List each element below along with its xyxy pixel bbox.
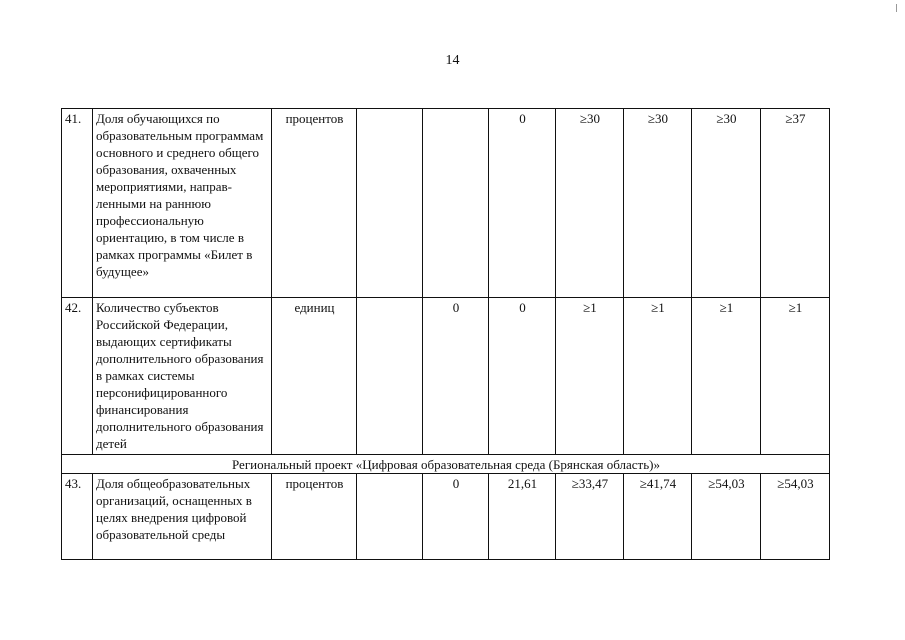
value-cell: 0	[423, 474, 489, 560]
value-cell: ≥1	[556, 298, 624, 455]
value-cell	[357, 109, 423, 298]
value-cell	[357, 474, 423, 560]
row-number: 41.	[62, 109, 93, 298]
indicator-name: Доля общеобразовательных организаций, оснащенных в целях внедрения цифровой образовательной среды	[93, 474, 272, 560]
value-cell: ≥30	[556, 109, 624, 298]
value-cell: ≥1	[761, 298, 830, 455]
value-cell: 0	[489, 109, 556, 298]
unit-cell: процентов	[272, 474, 357, 560]
value-cell: 0	[489, 298, 556, 455]
value-cell: 21,61	[489, 474, 556, 560]
value-cell: 0	[423, 298, 489, 455]
indicators-table	[61, 108, 830, 560]
value-cell: ≥1	[692, 298, 761, 455]
value-cell	[357, 298, 423, 455]
section-title: Региональный проект «Цифровая образовательная среда (Брянская область)»	[62, 455, 830, 474]
value-cell: ≥1	[624, 298, 692, 455]
value-cell: ≥30	[692, 109, 761, 298]
table-row	[62, 474, 830, 560]
page-number: 14	[445, 53, 460, 68]
value-cell: ≥30	[624, 109, 692, 298]
unit-cell: процентов	[272, 109, 357, 298]
row-number: 43.	[62, 474, 93, 560]
value-cell: ≥37	[761, 109, 830, 298]
table-row	[62, 109, 830, 298]
value-cell: ≥33,47	[556, 474, 624, 560]
scan-edge-mark	[896, 4, 897, 12]
value-cell: ≥54,03	[761, 474, 830, 560]
value-cell	[423, 109, 489, 298]
section-header-row	[62, 455, 830, 474]
indicator-name: Доля обучающихся по образовательным программам основного и среднего общего образования, охваченных мероприятиями, направленными на раннюю профессиональную ориентацию, в том числе в рамках программы «Билет в будущее»	[93, 109, 272, 298]
value-cell: ≥54,03	[692, 474, 761, 560]
indicator-name: Количество субъектов Российской Федерации, выдающих сертификаты дополнительного образования в рамках системы персонифицированного финансирования дополнительного образования детей	[93, 298, 272, 455]
unit-cell: единиц	[272, 298, 357, 455]
row-number: 42.	[62, 298, 93, 455]
table-row	[62, 298, 830, 455]
value-cell: ≥41,74	[624, 474, 692, 560]
